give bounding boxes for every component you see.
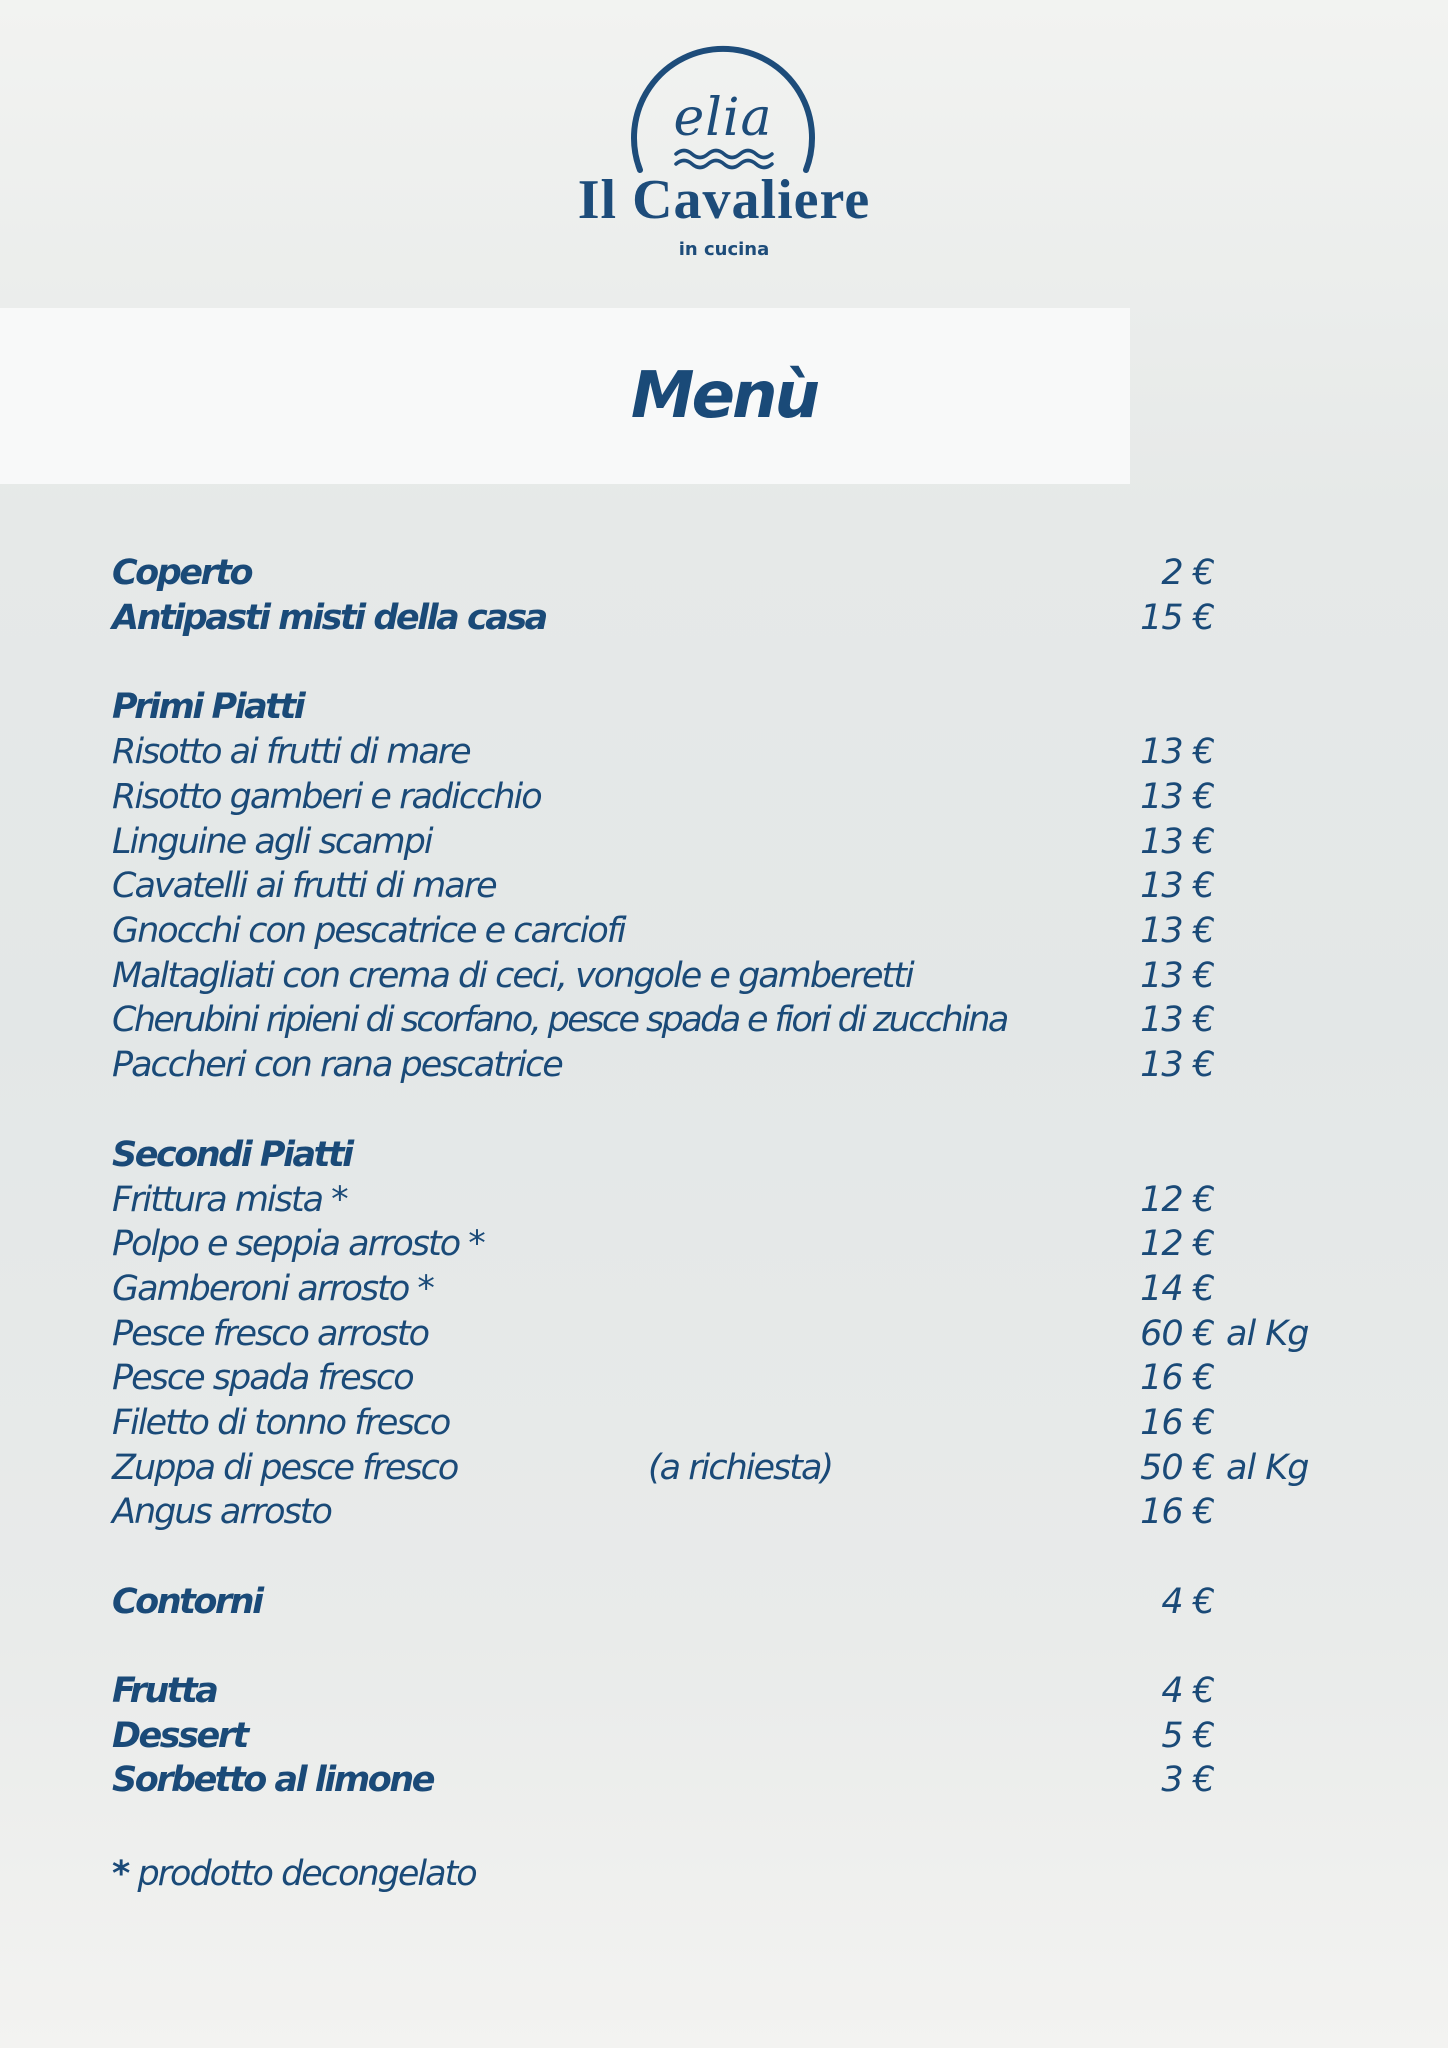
item-price: 13 € <box>1140 777 1214 817</box>
item-name: Pesce spada fresco <box>112 1358 413 1398</box>
item-price: 5 € <box>1161 1716 1214 1756</box>
menu-item <box>112 1043 1362 1087</box>
item-price: 13 € <box>1140 1000 1214 1040</box>
item-name: Pesce fresco arrosto <box>112 1314 429 1354</box>
menu-item <box>112 1714 1362 1758</box>
menu-item <box>112 909 1362 953</box>
item-price: 15 € <box>1140 598 1214 638</box>
item-name: Linguine agli scampi <box>112 822 432 862</box>
menu-item <box>112 954 1362 998</box>
item-name: Coperto <box>112 553 252 593</box>
item-price: 13 € <box>1140 956 1214 996</box>
menu-item <box>112 730 1362 774</box>
item-name: Frittura mista * <box>112 1180 347 1220</box>
restaurant-logo <box>0 0 1448 300</box>
menu-item <box>112 551 1362 595</box>
item-price: 16 € <box>1140 1358 1214 1398</box>
menu-item <box>112 1401 1362 1445</box>
item-note: (a richiesta) <box>648 1448 833 1488</box>
logo-name-text: Il Cavaliere <box>577 169 871 231</box>
section-heading-primi: Primi Piatti <box>112 687 304 727</box>
item-name: Risotto ai frutti di mare <box>112 732 470 772</box>
item-name: Filetto di tonno fresco <box>112 1403 450 1443</box>
page-title: Menù <box>630 359 818 433</box>
section-heading-secondi: Secondi Piatti <box>112 1135 352 1175</box>
menu-item <box>112 775 1362 819</box>
menu-item <box>112 1669 1362 1713</box>
menu-item <box>112 1580 1362 1624</box>
item-price: 2 € <box>1161 553 1214 593</box>
item-price: 3 € <box>1161 1760 1214 1800</box>
menu-item <box>112 864 1362 908</box>
item-price: 13 € <box>1140 866 1214 906</box>
item-price: 13 € <box>1140 1045 1214 1085</box>
item-unit: al Kg <box>1226 1448 1309 1488</box>
item-price: 4 € <box>1161 1582 1214 1622</box>
item-name: Frutta <box>112 1671 217 1711</box>
menu-item <box>112 1312 1362 1356</box>
item-price: 14 € <box>1140 1269 1214 1309</box>
menu-item <box>112 1267 1362 1311</box>
item-name: Contorni <box>112 1582 262 1622</box>
menu-item <box>112 1222 1362 1266</box>
item-name: Cherubini ripieni di scorfano, pesce spada e fiori di zucchina <box>112 1000 1007 1040</box>
item-price: 4 € <box>1161 1671 1214 1711</box>
menu-item <box>112 1356 1362 1400</box>
item-name: Gamberoni arrosto * <box>112 1269 433 1309</box>
footnote <box>112 1852 476 1896</box>
logo-subtitle: in cucina <box>678 239 770 260</box>
menu-item <box>112 820 1362 864</box>
item-name: Sorbetto al limone <box>112 1760 433 1800</box>
footnote-text: prodotto decongelato <box>128 1854 476 1894</box>
item-price: 12 € <box>1140 1224 1214 1264</box>
menu-item <box>112 596 1362 640</box>
item-name: Zuppa di pesce fresco <box>112 1448 458 1488</box>
item-name: Maltagliati con crema di ceci, vongole e gamberetti <box>112 956 913 996</box>
section-heading <box>112 1133 1362 1177</box>
item-price: 16 € <box>1140 1403 1214 1443</box>
item-price: 60 € <box>1140 1314 1214 1354</box>
menu-item <box>112 1446 1362 1490</box>
item-price: 13 € <box>1140 732 1214 772</box>
section-heading <box>112 685 1362 729</box>
item-name: Angus arrosto <box>112 1492 331 1532</box>
logo-script-text: elia <box>673 88 773 148</box>
item-name: Antipasti misti della casa <box>112 598 546 638</box>
menu-item <box>112 1758 1362 1802</box>
item-price: 12 € <box>1140 1180 1214 1220</box>
item-name: Risotto gamberi e radicchio <box>112 777 541 817</box>
item-price: 50 € <box>1140 1448 1214 1488</box>
item-price: 13 € <box>1140 911 1214 951</box>
footnote-star: * <box>112 1854 129 1894</box>
item-name: Dessert <box>112 1716 247 1756</box>
item-price: 13 € <box>1140 822 1214 862</box>
item-name: Cavatelli ai frutti di mare <box>112 866 496 906</box>
menu-item <box>112 1178 1362 1222</box>
item-unit: al Kg <box>1226 1314 1309 1354</box>
item-price: 16 € <box>1140 1492 1214 1532</box>
menu-item <box>112 998 1362 1042</box>
menu-item <box>112 1490 1362 1534</box>
item-name: Paccheri con rana pescatrice <box>112 1045 562 1085</box>
item-name: Polpo e seppia arrosto * <box>112 1224 484 1264</box>
item-name: Gnocchi con pescatrice e carciofi <box>112 911 625 951</box>
